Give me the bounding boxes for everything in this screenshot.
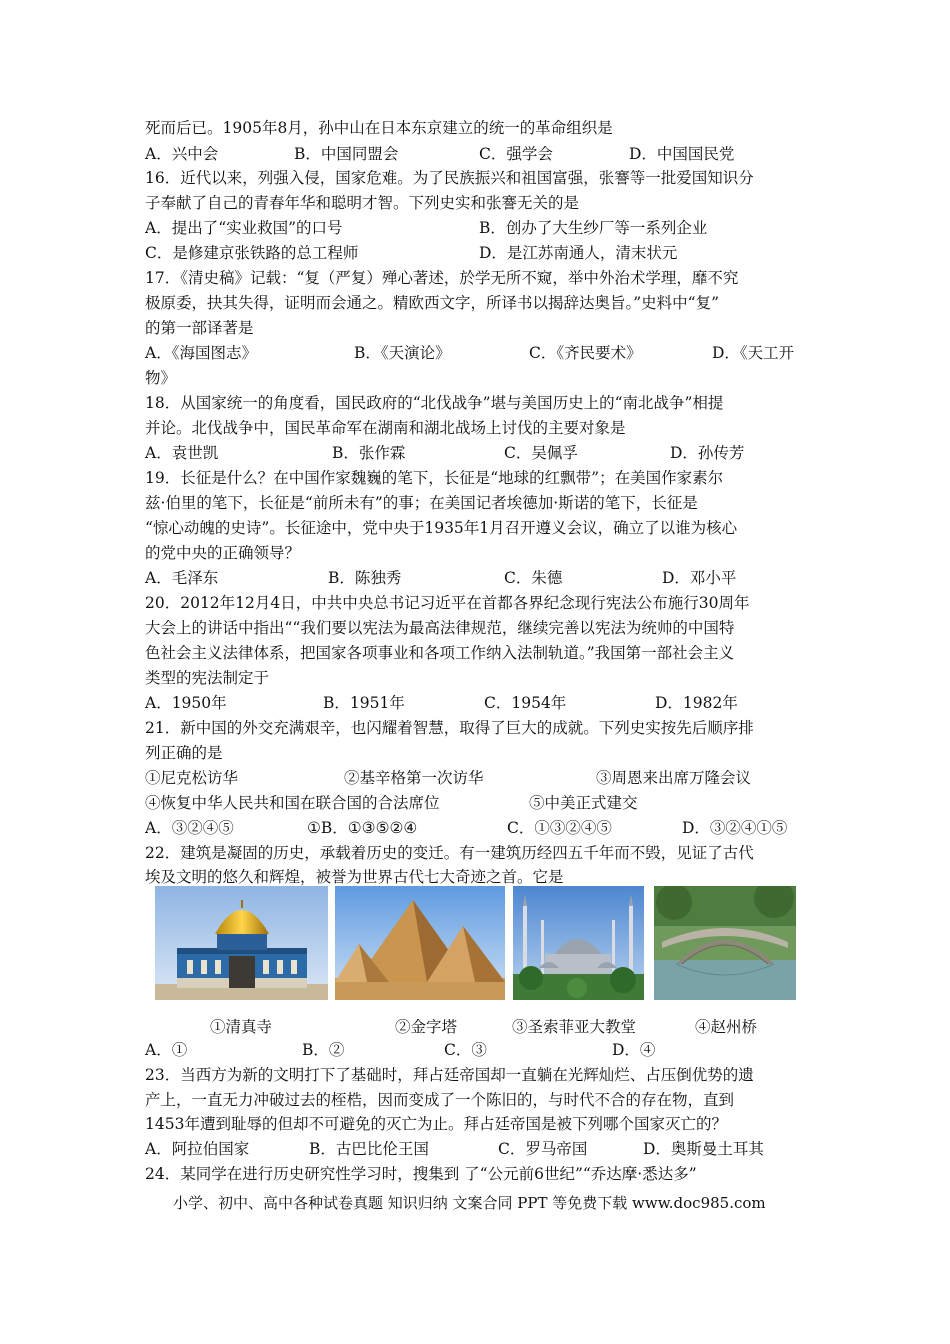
q20-stem-1: 20．2012年12月4日，中共中央总书记习近平在首都各界纪念现行宪法公布施行30周年: [145, 594, 750, 612]
caption-pyramid: ②金字塔: [395, 1018, 458, 1036]
option: A．1950年: [145, 694, 227, 712]
option: A．袁世凯: [145, 444, 219, 462]
q15-stem: 死而后已。1905年8月，孙中山在日本东京建立的统一的革命组织是: [145, 119, 613, 137]
zhaozhou-bridge-picture: [654, 886, 796, 1000]
option: ①B．①③⑤②④: [307, 819, 418, 837]
option: C．朱德: [504, 569, 563, 587]
option: D．④: [612, 1041, 656, 1059]
q23-stem-3: 1453年遭到耻辱的但却不可避免的灭亡为止。拜占廷帝国是被下列哪个国家灭亡的？: [145, 1115, 727, 1133]
pyramid-picture: [335, 886, 505, 1000]
caption-mosque: ①清真寺: [210, 1018, 273, 1036]
q17-stem-1: 17．《清史稿》记载：“复（严复）殚心著述，於学无所不窥，举中外治术学理，靡不究: [145, 269, 739, 287]
q20-stem-2: 大会上的讲话中指出““我们要以宪法为最高法律规范，继续完善以宪法为统帅的中国特: [145, 619, 735, 637]
option: D．中国国民党: [629, 145, 735, 163]
q17-option-wrap: 物》: [145, 369, 177, 387]
option: C．吴佩孚: [504, 444, 578, 462]
q16-stem-2: 子奉献了自己的青春年华和聪明才智。下列史实和张謇无关的是: [145, 194, 580, 212]
option: D．孙传芳: [670, 444, 745, 462]
option: D．③②④①⑤: [682, 819, 788, 837]
q19-stem-4: 的党中央的正确领导？: [145, 544, 301, 562]
list-item: ③周恩来出席万隆会议: [596, 769, 752, 787]
option: A．①: [145, 1041, 188, 1059]
mosque-picture: [155, 886, 328, 1000]
q20-stem-3: 色社会主义法律体系，把国家各项事业和各项工作纳入法制轨道。”我国第一部社会主义: [145, 644, 735, 662]
option: B．②: [302, 1041, 345, 1059]
option: D．是江苏南通人，清末状元: [479, 244, 678, 262]
q22-stem-1: 22．建筑是凝固的历史，承载着历史的变迁。有一建筑历经四五千年而不毁，见证了古代: [145, 844, 754, 862]
q23-stem-2: 产上，一直无力冲破过去的桎梏，因而变成了一个陈旧的，与时代不合的存在物，直到: [145, 1091, 735, 1109]
caption-zhaozhou-bridge: ④赵州桥: [695, 1018, 758, 1036]
q24-stem-1: 24．某同学在进行历史研究性学习时，搜集到 了“公元前6世纪”“乔达摩·悉达多”: [145, 1165, 697, 1183]
option: D．《天工开: [712, 344, 795, 362]
option: A．兴中会: [145, 145, 219, 163]
q17-stem-3: 的第一部译著是: [145, 319, 254, 337]
q19-stem-2: 兹·伯里的笔下，长征是“前所未有”的事；在美国记者埃德加·斯诺的笔下，长征是: [145, 494, 698, 512]
option: C．是修建京张铁路的总工程师: [145, 244, 359, 262]
q23-stem-1: 23．当西方为新的文明打下了基础时，拜占廷帝国却一直躺在光辉灿烂、占压倒优势的遗: [145, 1066, 754, 1084]
option: A．《海国图志》: [145, 344, 257, 362]
q18-stem-1: 18．从国家统一的角度看，国民政府的“北伐战争”堪与美国历史上的“南北战争”相提: [145, 394, 724, 412]
option: C．①③②④⑤: [507, 819, 612, 837]
list-item: ①尼克松访华: [145, 769, 239, 787]
option: C．③: [444, 1041, 487, 1059]
page-footer: 小学、初中、高中各种试卷真题 知识归纳 文案合同 PPT 等免费下载 www.doc985.com: [173, 1194, 766, 1212]
q17-stem-2: 极原委，抉其失得，证明而会通之。精欧西文字，所译书以揭辞达奥旨。”史料中“复”: [145, 294, 720, 312]
list-item: ④恢复中华人民共和国在联合国的合法席位: [145, 794, 440, 812]
option: B．陈独秀: [328, 569, 402, 587]
option: C．罗马帝国: [498, 1140, 588, 1158]
q22-stem-2: 埃及文明的悠久和辉煌，被誉为世界古代七大奇迹之首。它是: [145, 868, 564, 886]
q20-stem-4: 类型的宪法制定于: [145, 669, 270, 687]
q16-stem-1: 16．近代以来，列强入侵，国家危难。为了民族振兴和祖国富强，张謇等一批爱国知识分: [145, 169, 754, 187]
q19-stem-3: “惊心动魄的史诗”。长征途中，党中央于1935年1月召开遵义会议，确立了以谁为核心: [145, 519, 738, 537]
option: D．奥斯曼土耳其: [643, 1140, 764, 1158]
option: A．③②④⑤: [145, 819, 234, 837]
hagia-sophia-picture: [513, 886, 644, 1000]
q18-stem-2: 并论。北伐战争中，国民革命军在湖南和湖北战场上讨伐的主要对象是: [145, 419, 626, 437]
option: A．阿拉伯国家: [145, 1140, 250, 1158]
option: B．中国同盟会: [294, 145, 399, 163]
option: B．张作霖: [332, 444, 406, 462]
q21-stem-1: 21．新中国的外交充满艰辛，也闪耀着智慧，取得了巨大的成就。下列史实按先后顺序排: [145, 719, 754, 737]
option: A．提出了“实业救国”的口号: [145, 219, 343, 237]
option: D．1982年: [655, 694, 738, 712]
list-item: ⑤中美正式建交: [529, 794, 638, 812]
option: A．毛泽东: [145, 569, 219, 587]
option: D．邓小平: [662, 569, 737, 587]
option: C．《齐民要术》: [529, 344, 642, 362]
option: B．《天演论》: [354, 344, 451, 362]
option: C．1954年: [484, 694, 567, 712]
option: B．创办了大生纱厂等一系列企业: [479, 219, 708, 237]
q21-stem-2: 列正确的是: [145, 744, 223, 762]
q19-stem-1: 19．长征是什么？在中国作家魏巍的笔下，长征是“地球的红飘带”；在美国作家素尔: [145, 469, 724, 487]
caption-hagia-sophia: ③圣索菲亚大教堂: [512, 1018, 637, 1036]
list-item: ②基辛格第一次访华: [344, 769, 484, 787]
option: C．强学会: [479, 145, 553, 163]
option: B．1951年: [323, 694, 405, 712]
option: B．古巴比伦王国: [309, 1140, 429, 1158]
